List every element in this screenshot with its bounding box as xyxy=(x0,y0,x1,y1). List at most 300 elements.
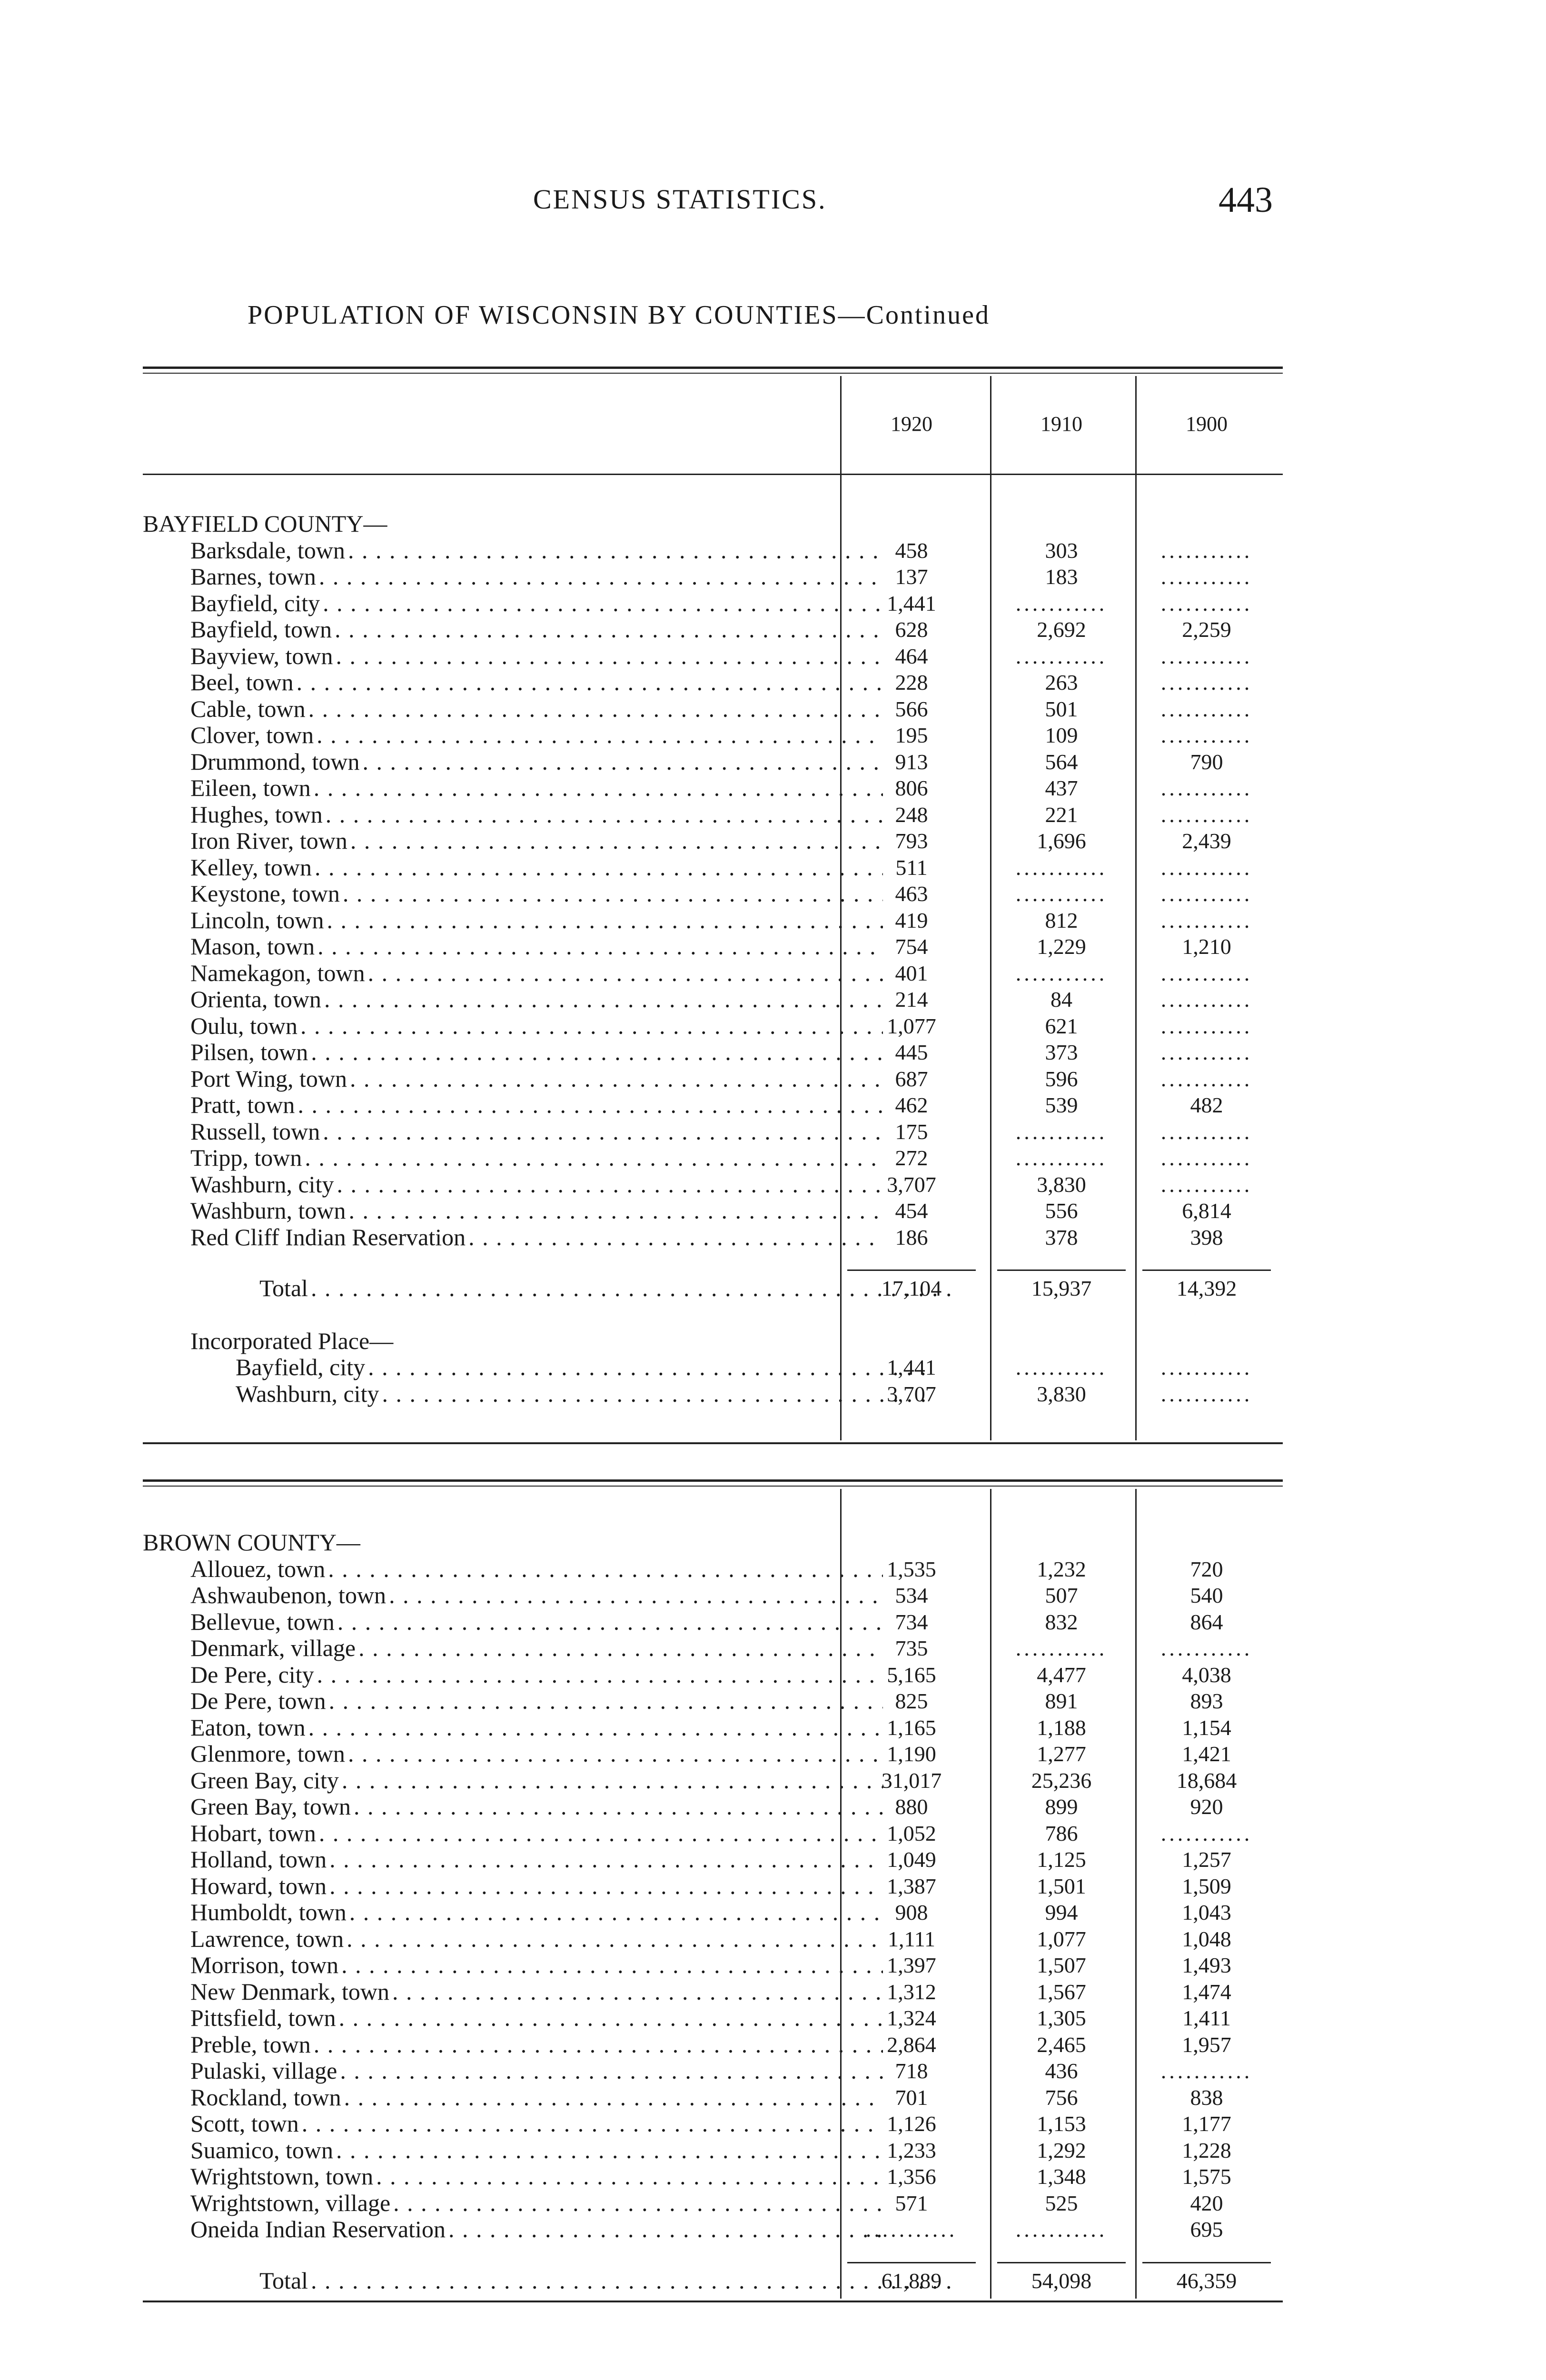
value-1920: 401 xyxy=(895,961,928,985)
row-label-text: Tripp, town xyxy=(190,1145,305,1171)
table-row xyxy=(143,1899,1283,1926)
value-1900: 1,493 xyxy=(1182,1953,1231,1977)
value-1900: ........... xyxy=(1160,644,1253,668)
total-rule xyxy=(1142,2262,1271,2263)
county-heading-text: BROWN COUNTY— xyxy=(143,1529,360,1556)
value-1900: ........... xyxy=(1160,670,1253,694)
value-1920: 1,052 xyxy=(887,1821,936,1845)
value-1920: 1,312 xyxy=(887,1979,936,2004)
table-row xyxy=(143,1224,1283,1251)
value-1910: 1,305 xyxy=(1037,2006,1086,2030)
value-1910: 1,188 xyxy=(1037,1715,1086,1740)
value-1910: 1,153 xyxy=(1037,2112,1086,2136)
value-1910: 501 xyxy=(1045,696,1078,721)
value-1900: ........... xyxy=(1160,1119,1253,1144)
row-label-text: Oulu, town xyxy=(190,1013,300,1040)
table-row xyxy=(143,986,1283,1013)
row-label xyxy=(143,1171,883,1198)
row-label-text: Total xyxy=(259,2268,311,2294)
value-1920: 628 xyxy=(895,617,928,642)
value-1910: 812 xyxy=(1045,908,1078,932)
row-label-text: Hughes, town xyxy=(190,802,326,828)
table-row xyxy=(143,590,1283,617)
table-row xyxy=(143,1715,1283,1741)
value-1900: 4,038 xyxy=(1182,1662,1231,1687)
value-1900: ........... xyxy=(1160,696,1253,721)
value-1910: 1,696 xyxy=(1037,829,1086,853)
row-label xyxy=(143,907,883,934)
value-1910: 1,507 xyxy=(1037,1953,1086,1977)
value-1920: 718 xyxy=(895,2059,928,2083)
row-label xyxy=(143,1873,883,1900)
value-1900: ........... xyxy=(1160,1066,1253,1091)
table-row xyxy=(143,1794,1283,1820)
table-row xyxy=(143,1039,1283,1066)
value-1910: ........... xyxy=(1015,1355,1108,1379)
value-1900: ........... xyxy=(1160,1821,1253,1845)
value-1920: 3,707 xyxy=(887,1172,936,1197)
value-1920: 1,111 xyxy=(887,1926,936,1951)
row-label-text: Wrightstown, village xyxy=(190,2190,393,2217)
value-1900: ........... xyxy=(1160,538,1253,563)
row-label-text: Bayfield, town xyxy=(190,616,335,643)
row-label-text: Clover, town xyxy=(190,722,317,749)
table-row xyxy=(143,749,1283,775)
value-1920: 1,190 xyxy=(887,1742,936,1766)
value-1900: 790 xyxy=(1190,749,1223,774)
row-label xyxy=(143,616,883,643)
county-heading xyxy=(143,1529,1283,1556)
table-row xyxy=(143,1688,1283,1715)
value-1910: 786 xyxy=(1045,1821,1078,1845)
table-row xyxy=(143,960,1283,987)
row-label xyxy=(143,802,883,828)
value-1900: 420 xyxy=(1190,2191,1223,2215)
row-label xyxy=(143,1899,883,1926)
value-1920: 571 xyxy=(895,2191,928,2215)
value-1900: ........... xyxy=(1160,961,1253,985)
row-label xyxy=(143,1092,883,1119)
value-1920: 458 xyxy=(895,538,928,563)
value-1920: 566 xyxy=(895,696,928,721)
value-1900: 1,411 xyxy=(1182,2006,1231,2030)
value-1920: 3,707 xyxy=(887,1381,936,1406)
table-row xyxy=(143,854,1283,881)
table-row xyxy=(143,1119,1283,1145)
value-1910: 183 xyxy=(1045,565,1078,589)
table-row xyxy=(143,1092,1283,1119)
row-label xyxy=(143,722,883,749)
row-label-text: Washburn, city xyxy=(236,1381,382,1408)
column-divider xyxy=(840,1489,842,2299)
row-spacer xyxy=(143,2243,1283,2257)
row-label xyxy=(143,2084,883,2111)
table-header xyxy=(143,374,1283,475)
value-1910: ........... xyxy=(1015,2217,1108,2241)
table-row xyxy=(143,802,1283,828)
table-row xyxy=(143,1013,1283,1040)
row-label xyxy=(143,2137,883,2164)
row-label xyxy=(143,749,883,775)
row-label-text: Port Wing, town xyxy=(190,1066,350,1092)
row-label-text: Humboldt, town xyxy=(190,1899,349,1926)
row-label-text: Lawrence, town xyxy=(190,1926,347,1953)
row-label xyxy=(143,2058,883,2084)
row-label xyxy=(143,1846,883,1873)
row-label-text: Namekagon, town xyxy=(190,960,368,987)
table-row xyxy=(143,696,1283,723)
value-1920: 1,126 xyxy=(887,2112,936,2136)
row-label-text: Bayfield, city xyxy=(190,590,323,617)
table-row xyxy=(143,669,1283,696)
value-1900: 2,259 xyxy=(1182,617,1231,642)
row-label xyxy=(143,2216,883,2243)
value-1900: ........... xyxy=(1160,855,1253,880)
row-label xyxy=(143,1662,883,1688)
value-1900: ........... xyxy=(1160,1013,1253,1038)
value-1920: 754 xyxy=(895,934,928,959)
table-row xyxy=(143,933,1283,960)
value-1920: 1,535 xyxy=(887,1557,936,1581)
row-label-text: Pittsfield, town xyxy=(190,2005,339,2032)
column-header-1920: 1920 xyxy=(891,412,932,436)
row-label xyxy=(143,1224,883,1251)
value-1920: 195 xyxy=(895,723,928,747)
table-row xyxy=(143,2190,1283,2217)
row-label xyxy=(143,1741,883,1767)
value-1910: 373 xyxy=(1045,1040,1078,1064)
table-row xyxy=(143,1873,1283,1900)
table-row xyxy=(143,1846,1283,1873)
table-row xyxy=(143,2084,1283,2111)
row-label xyxy=(143,775,883,802)
value-1900: ........... xyxy=(1160,723,1253,747)
row-label-text: Cable, town xyxy=(190,696,308,723)
table-row xyxy=(143,616,1283,643)
value-1900: ........... xyxy=(1160,776,1253,800)
value-1910: 436 xyxy=(1045,2059,1078,2083)
value-1910: 525 xyxy=(1045,2191,1078,2215)
value-1900: 1,228 xyxy=(1182,2138,1231,2162)
column-divider xyxy=(990,1489,991,2299)
brown-table-body xyxy=(143,1529,1283,2294)
table-row xyxy=(143,643,1283,670)
table-row xyxy=(143,1556,1283,1583)
value-1900: 1,575 xyxy=(1182,2164,1231,2189)
value-1900: ........... xyxy=(1160,1636,1253,1660)
value-1920: 734 xyxy=(895,1609,928,1634)
value-1920: 806 xyxy=(895,776,928,800)
value-1900: ........... xyxy=(1160,591,1253,615)
table-row xyxy=(143,1198,1283,1224)
value-1920: 1,397 xyxy=(887,1953,936,1977)
row-label xyxy=(143,2005,883,2032)
value-1900: 1,474 xyxy=(1182,1979,1231,2004)
row-label xyxy=(143,1688,883,1715)
row-label-text: Morrison, town xyxy=(190,1952,341,1979)
table-row xyxy=(143,1145,1283,1171)
row-label-text: Bayview, town xyxy=(190,643,336,670)
value-1910: 994 xyxy=(1045,1900,1078,1924)
row-label-text: Barksdale, town xyxy=(190,537,348,564)
value-1900: 838 xyxy=(1190,2085,1223,2110)
value-1910: ........... xyxy=(1015,855,1108,880)
row-label-text: Howard, town xyxy=(190,1873,329,1900)
row-label xyxy=(143,1354,928,1381)
table-row xyxy=(143,1171,1283,1198)
value-1910: 621 xyxy=(1045,1013,1078,1038)
row-label-text: Barnes, town xyxy=(190,564,319,590)
table-row xyxy=(143,775,1283,802)
column-divider xyxy=(1135,1489,1137,2299)
row-label xyxy=(143,933,883,960)
value-1920: 1,387 xyxy=(887,1874,936,1898)
row-label xyxy=(143,828,883,854)
value-1900: ........... xyxy=(1160,1381,1253,1406)
row-label xyxy=(143,1952,883,1979)
table-row xyxy=(143,1066,1283,1092)
table-row xyxy=(143,1952,1283,1979)
row-label xyxy=(143,1767,883,1794)
value-1900: 18,684 xyxy=(1176,1768,1237,1793)
row-label xyxy=(143,1609,883,1636)
value-1920: 908 xyxy=(895,1900,928,1924)
row-label-text: Scott, town xyxy=(190,2111,302,2137)
value-1920: 463 xyxy=(895,882,928,906)
table-row xyxy=(143,1635,1283,1662)
row-label-text: Hobart, town xyxy=(190,1820,319,1847)
value-1910: 1,229 xyxy=(1037,934,1086,959)
table-row xyxy=(143,1582,1283,1609)
value-1910: ........... xyxy=(1015,882,1108,906)
value-1900: 14,392 xyxy=(1176,1276,1237,1300)
row-label xyxy=(143,1794,883,1820)
value-1920: 701 xyxy=(895,2085,928,2110)
value-1900: 540 xyxy=(1190,1583,1223,1607)
row-label xyxy=(143,1556,883,1583)
value-1920: 1,233 xyxy=(887,2138,936,2162)
total-rule xyxy=(847,1269,976,1271)
value-1920: 1,049 xyxy=(887,1847,936,1872)
row-label-text: Pulaski, village xyxy=(190,2058,340,2084)
value-1900: 864 xyxy=(1190,1609,1223,1634)
table-top-double-rule xyxy=(143,1479,1283,1487)
table-row xyxy=(143,2111,1283,2137)
value-1920: 17,104 xyxy=(881,1276,942,1300)
value-1920: 272 xyxy=(895,1146,928,1170)
value-1910: ........... xyxy=(1015,1636,1108,1660)
row-label xyxy=(143,1979,883,2005)
row-spacer xyxy=(143,1407,1283,1436)
row-label-text: Pilsen, town xyxy=(190,1039,311,1066)
value-1910: 564 xyxy=(1045,749,1078,774)
brown-county-table xyxy=(143,1479,1283,2294)
value-1910: 507 xyxy=(1045,1583,1078,1607)
row-label xyxy=(143,1119,883,1145)
value-1920: 2,864 xyxy=(887,2032,936,2057)
row-label xyxy=(143,1715,883,1741)
row-label-text: Kelley, town xyxy=(190,854,315,881)
value-1900: ........... xyxy=(1160,987,1253,1012)
row-label-text: Holland, town xyxy=(190,1846,329,1873)
row-label xyxy=(143,643,883,670)
value-1910: 2,465 xyxy=(1037,2032,1086,2057)
row-label xyxy=(143,669,883,696)
column-header-1900: 1900 xyxy=(1186,412,1228,436)
table-row xyxy=(143,1741,1283,1767)
row-spacer xyxy=(143,1250,1283,1265)
value-1920: 793 xyxy=(895,829,928,853)
total-rule xyxy=(847,2262,976,2263)
running-title: CENSUS STATISTICS. xyxy=(533,184,827,215)
row-label-text: Lincoln, town xyxy=(190,907,327,934)
value-1900: 720 xyxy=(1190,1557,1223,1581)
value-1920: 454 xyxy=(895,1199,928,1223)
value-1910: 15,937 xyxy=(1031,1276,1092,1300)
table-row xyxy=(143,564,1283,590)
county-heading xyxy=(143,511,1283,537)
column-divider xyxy=(990,376,991,1440)
row-label xyxy=(143,1635,883,1662)
value-1920: 248 xyxy=(895,802,928,827)
value-1920: 825 xyxy=(895,1689,928,1713)
table-row xyxy=(143,907,1283,934)
value-1910: 1,501 xyxy=(1037,1874,1086,1898)
row-label xyxy=(143,1820,883,1847)
row-label-text: Eileen, town xyxy=(190,775,314,802)
value-1900: 893 xyxy=(1190,1689,1223,1713)
row-label-text: Bayfield, city xyxy=(236,1354,368,1381)
value-1910: ........... xyxy=(1015,1119,1108,1144)
value-1900: 1,957 xyxy=(1182,2032,1231,2057)
value-1920: 1,441 xyxy=(887,591,936,615)
table-row xyxy=(143,2058,1283,2084)
row-label-text: Pratt, town xyxy=(190,1092,297,1119)
value-1900: ........... xyxy=(1160,1355,1253,1379)
row-label xyxy=(143,1039,883,1066)
row-label-text: De Pere, city xyxy=(190,1662,317,1688)
value-1920: 1,441 xyxy=(887,1355,936,1379)
value-1910: 25,236 xyxy=(1031,1768,1092,1793)
value-1900: ........... xyxy=(1160,1172,1253,1197)
value-1910: ........... xyxy=(1015,1146,1108,1170)
value-1900: ........... xyxy=(1160,1146,1253,1170)
row-label-text: Iron River, town xyxy=(190,828,350,854)
value-1910: 1,292 xyxy=(1037,2138,1086,2162)
value-1910: 303 xyxy=(1045,538,1078,563)
row-label xyxy=(143,1145,883,1171)
value-1900: 398 xyxy=(1190,1225,1223,1250)
table-title: POPULATION OF WISCONSIN BY COUNTIES—Continued xyxy=(248,300,990,330)
value-1910: 263 xyxy=(1045,670,1078,694)
value-1920: 31,017 xyxy=(881,1768,942,1793)
row-label-text: Total xyxy=(259,1275,311,1302)
table-top-double-rule xyxy=(143,367,1283,374)
value-1900: ........... xyxy=(1160,802,1253,827)
row-spacer xyxy=(143,1302,1283,1328)
value-1920: 735 xyxy=(895,1636,928,1660)
value-1920: 534 xyxy=(895,1583,928,1607)
table-row xyxy=(143,2216,1283,2243)
value-1910: 1,125 xyxy=(1037,1847,1086,1872)
value-1910: ........... xyxy=(1015,644,1108,668)
value-1920: ........... xyxy=(865,2217,958,2241)
value-1900: ........... xyxy=(1160,1040,1253,1064)
row-label xyxy=(143,564,883,590)
value-1910: 84 xyxy=(1050,987,1072,1012)
row-label-text: Green Bay, town xyxy=(190,1794,354,1820)
row-label xyxy=(143,1926,883,1953)
row-label xyxy=(143,986,883,1013)
value-1910: 221 xyxy=(1045,802,1078,827)
value-1900: 695 xyxy=(1190,2217,1223,2241)
incorporated-heading-text: Incorporated Place— xyxy=(190,1328,394,1354)
value-1920: 1,356 xyxy=(887,2164,936,2189)
value-1910: ........... xyxy=(1015,591,1108,615)
value-1900: 46,359 xyxy=(1176,2268,1237,2293)
table-row xyxy=(143,1820,1283,1847)
value-1910: 4,477 xyxy=(1037,1662,1086,1687)
value-1910: 832 xyxy=(1045,1609,1078,1634)
value-1920: 445 xyxy=(895,1040,928,1064)
value-1900: 482 xyxy=(1190,1093,1223,1117)
running-head xyxy=(0,180,1546,231)
row-label xyxy=(143,2268,952,2294)
value-1900: 1,043 xyxy=(1182,1900,1231,1924)
row-label-text: Ashwaubenon, town xyxy=(190,1582,389,1609)
value-1910: 539 xyxy=(1045,1093,1078,1117)
value-1900: 1,177 xyxy=(1182,2112,1231,2136)
value-1910: 1,277 xyxy=(1037,1742,1086,1766)
value-1920: 913 xyxy=(895,749,928,774)
row-label xyxy=(143,2111,883,2137)
table-row xyxy=(143,1662,1283,1688)
value-1900: 1,257 xyxy=(1182,1847,1231,1872)
table-row xyxy=(143,881,1283,907)
table-row xyxy=(143,828,1283,854)
incorporated-heading xyxy=(143,1328,1283,1355)
county-heading-text: BAYFIELD COUNTY— xyxy=(143,511,387,537)
table-row xyxy=(143,1767,1283,1794)
row-label xyxy=(143,1066,883,1092)
value-1910: 2,692 xyxy=(1037,617,1086,642)
row-label xyxy=(143,537,883,564)
row-label xyxy=(143,1582,883,1609)
value-1900: 1,210 xyxy=(1182,934,1231,959)
row-label-text: Mason, town xyxy=(190,933,317,960)
column-divider xyxy=(1135,376,1137,1440)
value-1910: 756 xyxy=(1045,2085,1078,2110)
value-1910: 3,830 xyxy=(1037,1381,1086,1406)
row-label-text: Washburn, city xyxy=(190,1171,337,1198)
row-label-text: Washburn, town xyxy=(190,1198,349,1224)
total-row xyxy=(143,2268,1283,2294)
row-label-text: Wrightstown, town xyxy=(190,2163,376,2190)
value-1910: 899 xyxy=(1045,1795,1078,1819)
column-header-1910: 1910 xyxy=(1041,412,1082,436)
table-row xyxy=(143,2032,1283,2058)
value-1900: 2,439 xyxy=(1182,829,1231,853)
row-label-text: Denmark, village xyxy=(190,1635,358,1662)
value-1920: 419 xyxy=(895,908,928,932)
row-label-text: Green Bay, city xyxy=(190,1767,342,1794)
value-1900: 6,814 xyxy=(1182,1199,1231,1223)
row-label xyxy=(143,590,883,617)
value-1910: ........... xyxy=(1015,961,1108,985)
value-1920: 687 xyxy=(895,1066,928,1091)
value-1920: 5,165 xyxy=(887,1662,936,1687)
row-label-text: Glenmore, town xyxy=(190,1741,348,1767)
